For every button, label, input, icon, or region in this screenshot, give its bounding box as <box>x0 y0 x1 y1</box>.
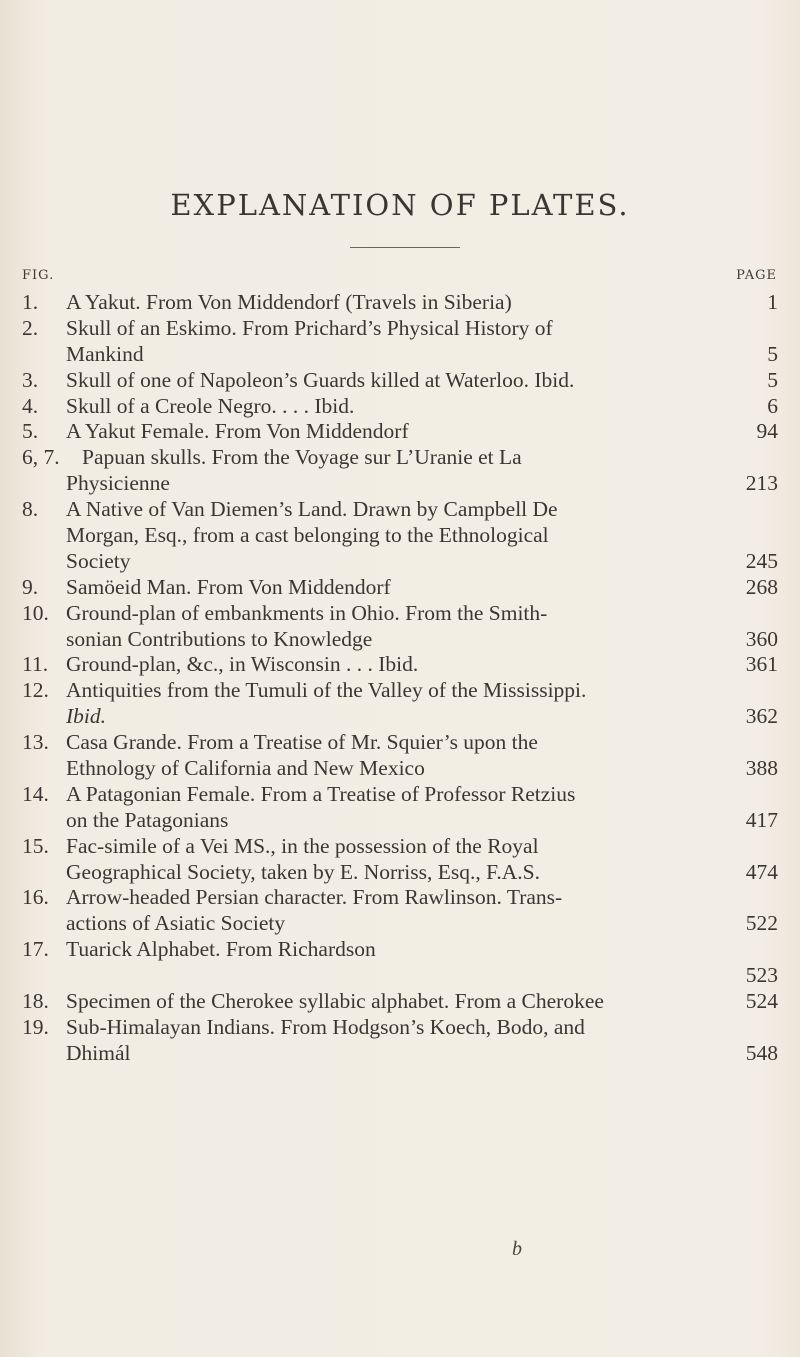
title-rule <box>350 247 460 248</box>
page-number: 5 <box>767 367 778 392</box>
fig-number: 15. <box>22 833 49 858</box>
page-number: 361 <box>745 652 778 677</box>
page-number: 268 <box>745 574 778 599</box>
fig-number: 3. <box>22 367 39 392</box>
entry-text: Casa Grande. From a Treatise of Mr. Squier’s upon the <box>66 730 538 755</box>
entry-text: Antiquities from the Tumuli of the Valley of the Mississippi. <box>66 678 587 703</box>
plate-entry <box>22 782 778 834</box>
entry-text: Ibid. <box>66 704 107 729</box>
entry-text: Ground-plan, &c., in Wisconsin . . . Ibid. <box>66 652 419 677</box>
plate-entry <box>22 1067 778 1119</box>
page-number: 245 <box>745 548 778 573</box>
plate-entry <box>22 652 778 678</box>
fig-number: 2. <box>22 315 39 340</box>
entry-text: Arrow-headed Persian character. From Rawlinson. Trans- <box>66 885 563 910</box>
entry-text: Ethnology of California and New Mexico <box>66 756 425 781</box>
page-number: 474 <box>745 859 778 884</box>
fig-number: 11. <box>22 652 49 677</box>
entry-text: Skull of a Creole Negro. . . . Ibid. <box>66 393 355 418</box>
fig-number: 10. <box>22 600 49 625</box>
entry-text: sonian Contributions to Knowledge <box>66 626 373 651</box>
fig-number: 12. <box>22 678 49 703</box>
plate-entry <box>22 937 778 989</box>
page-number: 388 <box>745 756 778 781</box>
entry-text: Physicienne <box>66 471 170 496</box>
entry-text: A Yakut Female. From Von Middendorf <box>66 419 409 444</box>
entry-text: Samöeid Man. From Von Middendorf <box>66 574 391 599</box>
entry-text: Skull of an Eskimo. From Prichard’s Physical History of <box>66 315 553 340</box>
entry-text: actions of Asiatic Society <box>66 911 286 936</box>
plate-entry <box>22 419 778 445</box>
fig-number: 18. <box>22 989 49 1014</box>
plate-entry <box>22 989 778 1015</box>
page-number: 6 <box>767 393 778 418</box>
page-number: 362 <box>745 704 778 729</box>
entry-text: Ground-plan of embankments in Ohio. From the Smith- <box>66 600 548 625</box>
plate-entry <box>22 601 778 653</box>
entry-text: Sub-Himalayan Indians. From Hodgson’s Koech, Bodo, and <box>66 1014 585 1039</box>
plate-entry <box>22 445 778 497</box>
page-number: 524 <box>745 989 778 1014</box>
entry-text: Papuan skulls. From the Voyage sur L’Uranie et La <box>82 445 522 470</box>
plate-entry <box>22 834 778 886</box>
fig-number: 8. <box>22 497 39 522</box>
page-column-header: PAGE <box>736 268 777 283</box>
fig-number: 16. <box>22 885 49 910</box>
page-title: EXPLANATION OF PLATES. <box>170 188 630 222</box>
page-number: 522 <box>745 911 778 936</box>
fig-number: 9. <box>22 574 39 599</box>
plate-entry <box>22 497 778 575</box>
page-number: 1 <box>767 290 778 314</box>
plate-entry <box>22 290 778 316</box>
plate-entry <box>22 678 778 730</box>
entry-text: Fac-simile of a Vei MS., in the possession of the Royal <box>66 833 539 858</box>
entry-text: Morgan, Esq., from a cast belonging to the Ethnological <box>66 523 549 548</box>
fig-number: 14. <box>22 781 49 806</box>
entry-text: on the Patagonians <box>66 807 229 832</box>
entry-text: A Native of Van Diemen’s Land. Drawn by Campbell De <box>66 497 558 522</box>
page-number: 548 <box>745 1040 778 1065</box>
fig-number: 1. <box>22 290 39 314</box>
entry-text: Specimen of the Cherokee syllabic alphabet. From a Cherokee <box>66 989 604 1014</box>
entry-text: Mankind <box>66 341 144 366</box>
fig-number: 19. <box>22 1014 49 1039</box>
fig-number: 5. <box>22 419 39 444</box>
entry-text: Geographical Society, taken by E. Norriss, Esq., F.A.S. <box>66 859 540 884</box>
fig-number: 4. <box>22 393 39 418</box>
plates-list <box>22 290 778 1119</box>
page-number: 523 <box>745 963 778 988</box>
entry-text: Society <box>66 548 131 573</box>
entry-text: Tuarick Alphabet. From Richardson <box>66 937 376 962</box>
plate-entry <box>22 394 778 420</box>
page-number: 94 <box>756 419 778 444</box>
plate-entry <box>22 316 778 368</box>
plate-entry <box>22 575 778 601</box>
fig-number: 13. <box>22 730 49 755</box>
plate-entry <box>22 885 778 937</box>
fig-number: 6, 7. <box>22 445 60 470</box>
plate-entry <box>22 1015 778 1067</box>
page-number: 213 <box>745 471 778 496</box>
fig-column-header: FIG. <box>22 268 55 283</box>
page-number: 417 <box>745 807 778 832</box>
entry-text: A Patagonian Female. From a Treatise of Professor Retzius <box>66 781 576 806</box>
signature-mark: b <box>512 1238 522 1260</box>
plate-entry <box>22 368 778 394</box>
fig-number: 17. <box>22 937 49 962</box>
plate-entry <box>22 730 778 782</box>
entry-text: A Yakut. From Von Middendorf (Travels in Siberia) <box>66 290 512 314</box>
page-number: 360 <box>745 626 778 651</box>
page-number: 5 <box>767 341 778 366</box>
entry-text: Skull of one of Napoleon’s Guards killed at Waterloo. Ibid. <box>66 367 575 392</box>
entry-text: Dhimál <box>66 1040 131 1065</box>
